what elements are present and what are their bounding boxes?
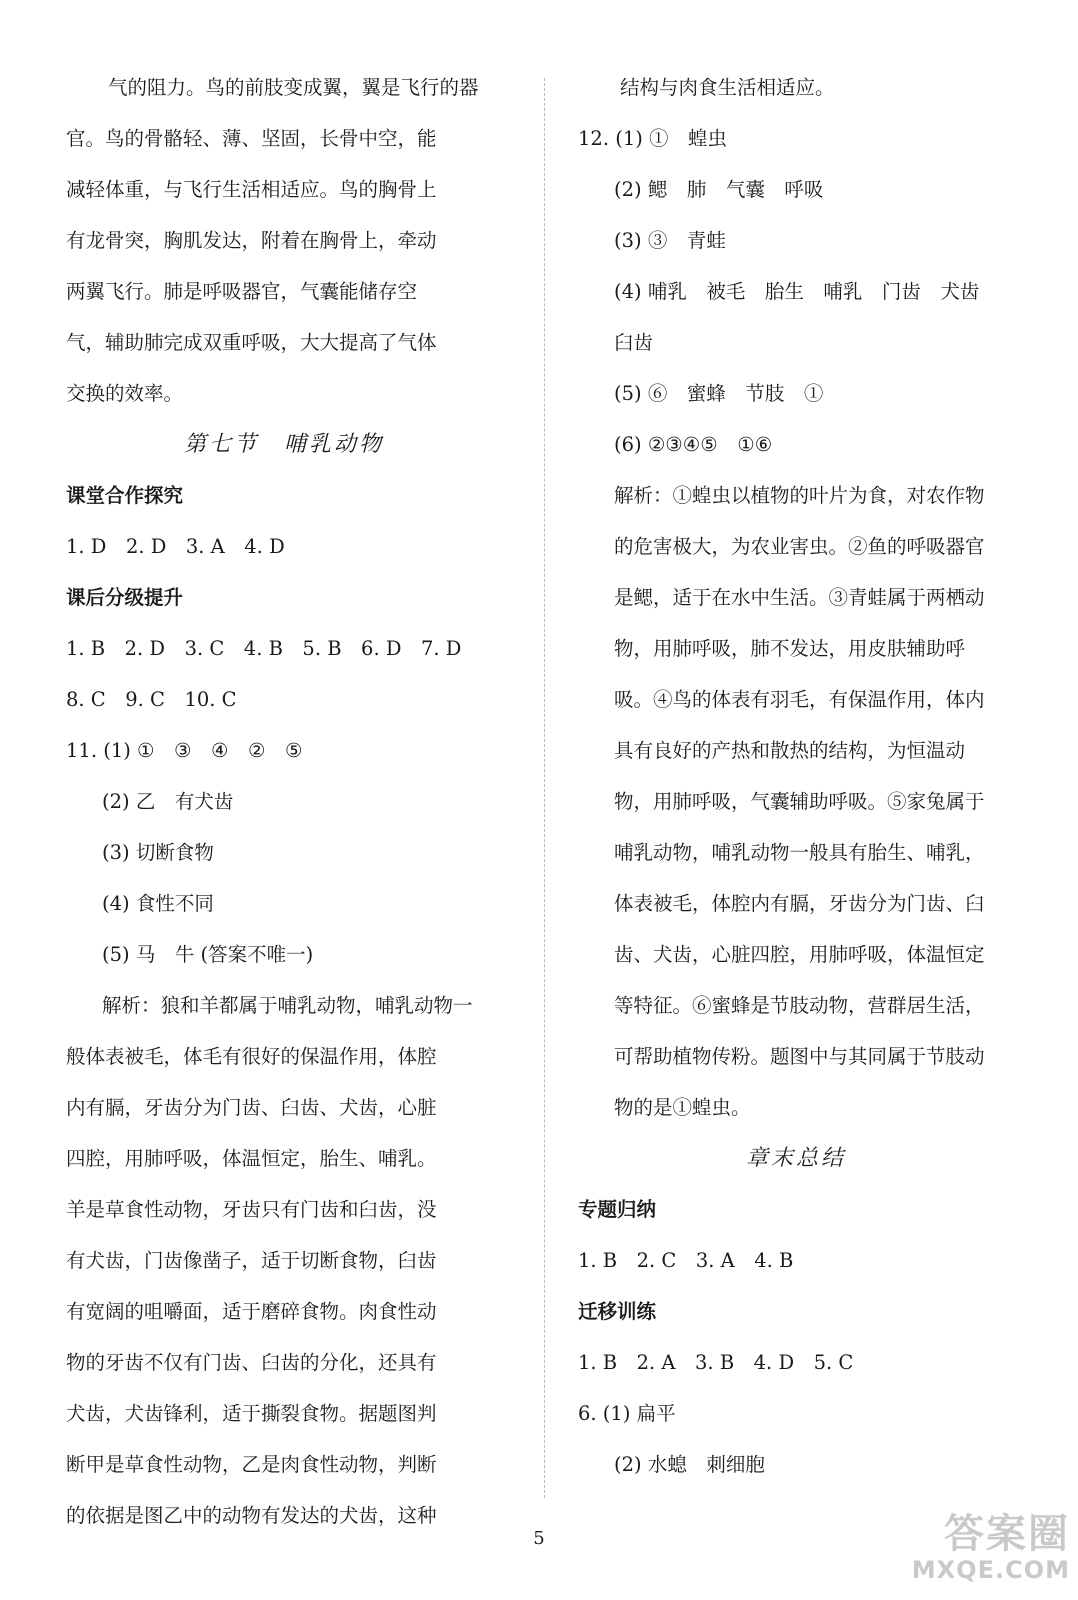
analysis-line: 是鳃，适于在水中生活。③青蛙属于两栖动 bbox=[614, 586, 985, 609]
answer-line: (5) ⑥ 蜜蜂 节肢 ① bbox=[614, 382, 824, 405]
subsection-heading: 迁移训练 bbox=[578, 1300, 657, 1323]
subsection-heading: 课后分级提升 bbox=[66, 586, 184, 609]
text-line: 减轻体重，与飞行生活相适应。鸟的胸骨上 bbox=[66, 178, 437, 201]
analysis-line: 齿、犬齿，心脏四腔，用肺呼吸，体温恒定 bbox=[614, 943, 985, 966]
analysis-line: 有宽阔的咀嚼面，适于磨碎食物。肉食性动 bbox=[66, 1300, 437, 1323]
analysis-line: 等特征。⑥蜜蜂是节肢动物，营群居生活， bbox=[614, 994, 985, 1017]
answer-line: 1. B 2. C 3. A 4. B bbox=[578, 1249, 794, 1272]
text-line: 两翼飞行。肺是呼吸器官，气囊能储存空 bbox=[66, 280, 418, 303]
analysis-line: 具有良好的产热和散热的结构，为恒温动 bbox=[614, 739, 966, 762]
page-number: 5 bbox=[533, 1528, 545, 1549]
text-line: 有龙骨突，胸肌发达，附着在胸骨上，牵动 bbox=[66, 229, 437, 252]
answer-line: 臼齿 bbox=[614, 331, 654, 354]
analysis-line: 有犬齿，门齿像凿子，适于切断食物，臼齿 bbox=[66, 1249, 437, 1272]
text-line: 结构与肉食生活相适应。 bbox=[620, 76, 835, 99]
column-divider bbox=[544, 78, 545, 1498]
text-line: 气的阻力。鸟的前肢变成翼，翼是飞行的器 bbox=[108, 76, 479, 99]
watermark-url: MXQE.COM bbox=[911, 1556, 1070, 1584]
analysis-line: 般体表被毛，体毛有很好的保温作用，体腔 bbox=[66, 1045, 437, 1068]
answer-line: (6) ②③④⑤ ①⑥ bbox=[614, 433, 773, 456]
analysis-line: 物的牙齿不仅有门齿、臼齿的分化，还具有 bbox=[66, 1351, 437, 1374]
analysis-line: 的依据是图乙中的动物有发达的犬齿，这种 bbox=[66, 1504, 437, 1527]
answer-line: 6. (1) 扁平 bbox=[578, 1402, 676, 1425]
analysis-line: 羊是草食性动物，牙齿只有门齿和臼齿，没 bbox=[66, 1198, 437, 1221]
section-title: 第七节 哺乳动物 bbox=[183, 432, 384, 457]
analysis-line: 物，用肺呼吸，肺不发达，用皮肤辅助呼 bbox=[614, 637, 966, 660]
analysis-line: 体表被毛，体腔内有膈，牙齿分为门齿、臼 bbox=[614, 892, 985, 915]
answer-line: (5) 马 牛 (答案不唯一) bbox=[102, 943, 314, 966]
answer-line: (3) 切断食物 bbox=[102, 841, 214, 864]
analysis-line: 哺乳动物，哺乳动物一般具有胎生、哺乳， bbox=[614, 841, 985, 864]
text-line: 官。鸟的骨骼轻、薄、坚固，长骨中空，能 bbox=[66, 127, 437, 150]
answer-line: 1. B 2. A 3. B 4. D 5. C bbox=[578, 1351, 854, 1374]
analysis-line: 可帮助植物传粉。题图中与其同属于节肢动 bbox=[614, 1045, 985, 1068]
answer-line: (4) 哺乳 被毛 胎生 哺乳 门齿 犬齿 bbox=[614, 280, 980, 303]
watermark-logo bbox=[840, 1512, 1070, 1592]
analysis-line: 物的是①蝗虫。 bbox=[614, 1096, 751, 1119]
answer-line: 8. C 9. C 10. C bbox=[66, 688, 237, 711]
section-title: 章末总结 bbox=[745, 1146, 846, 1171]
answer-line: (2) 鳃 肺 气囊 呼吸 bbox=[614, 178, 824, 201]
answer-line: 1. D 2. D 3. A 4. D bbox=[66, 535, 285, 558]
subsection-heading: 课堂合作探究 bbox=[66, 484, 184, 507]
answer-line: 11. (1) ① ③ ④ ② ⑤ bbox=[66, 739, 303, 762]
analysis-line: 四腔，用肺呼吸，体温恒定，胎生、哺乳。 bbox=[66, 1147, 437, 1170]
left-column bbox=[66, 62, 502, 1541]
analysis-line: 犬齿，犬齿锋利，适于撕裂食物。据题图判 bbox=[66, 1402, 437, 1425]
text-line: 气，辅助肺完成双重呼吸，大大提高了气体 bbox=[66, 331, 437, 354]
answer-line: (3) ③ 青蛙 bbox=[614, 229, 726, 252]
answer-line: (2) 水螅 刺细胞 bbox=[614, 1453, 765, 1476]
analysis-line: 断甲是草食性动物，乙是肉食性动物，判断 bbox=[66, 1453, 437, 1476]
analysis-line: 物，用肺呼吸，气囊辅助呼吸。⑤家兔属于 bbox=[614, 790, 985, 813]
watermark-logo-text: 答案圈 bbox=[944, 1511, 1070, 1557]
analysis-line: 内有膈，牙齿分为门齿、臼齿、犬齿，心脏 bbox=[66, 1096, 437, 1119]
analysis-line: 解析：狼和羊都属于哺乳动物，哺乳动物一 bbox=[102, 994, 473, 1017]
analysis-line: 解析：①蝗虫以植物的叶片为食，对农作物 bbox=[614, 484, 985, 507]
answer-line: (2) 乙 有犬齿 bbox=[102, 790, 234, 813]
answer-line: 12. (1) ① 蝗虫 bbox=[578, 127, 728, 150]
analysis-line: 吸。④鸟的体表有羽毛，有保温作用，体内 bbox=[614, 688, 985, 711]
right-column bbox=[578, 62, 1014, 1490]
text-line: 交换的效率。 bbox=[66, 382, 184, 405]
answer-line: (4) 食性不同 bbox=[102, 892, 214, 915]
subsection-heading: 专题归纳 bbox=[578, 1198, 657, 1221]
analysis-line: 的危害极大，为农业害虫。②鱼的呼吸器官 bbox=[614, 535, 985, 558]
answer-line: 1. B 2. D 3. C 4. B 5. B 6. D 7. D bbox=[66, 637, 462, 660]
